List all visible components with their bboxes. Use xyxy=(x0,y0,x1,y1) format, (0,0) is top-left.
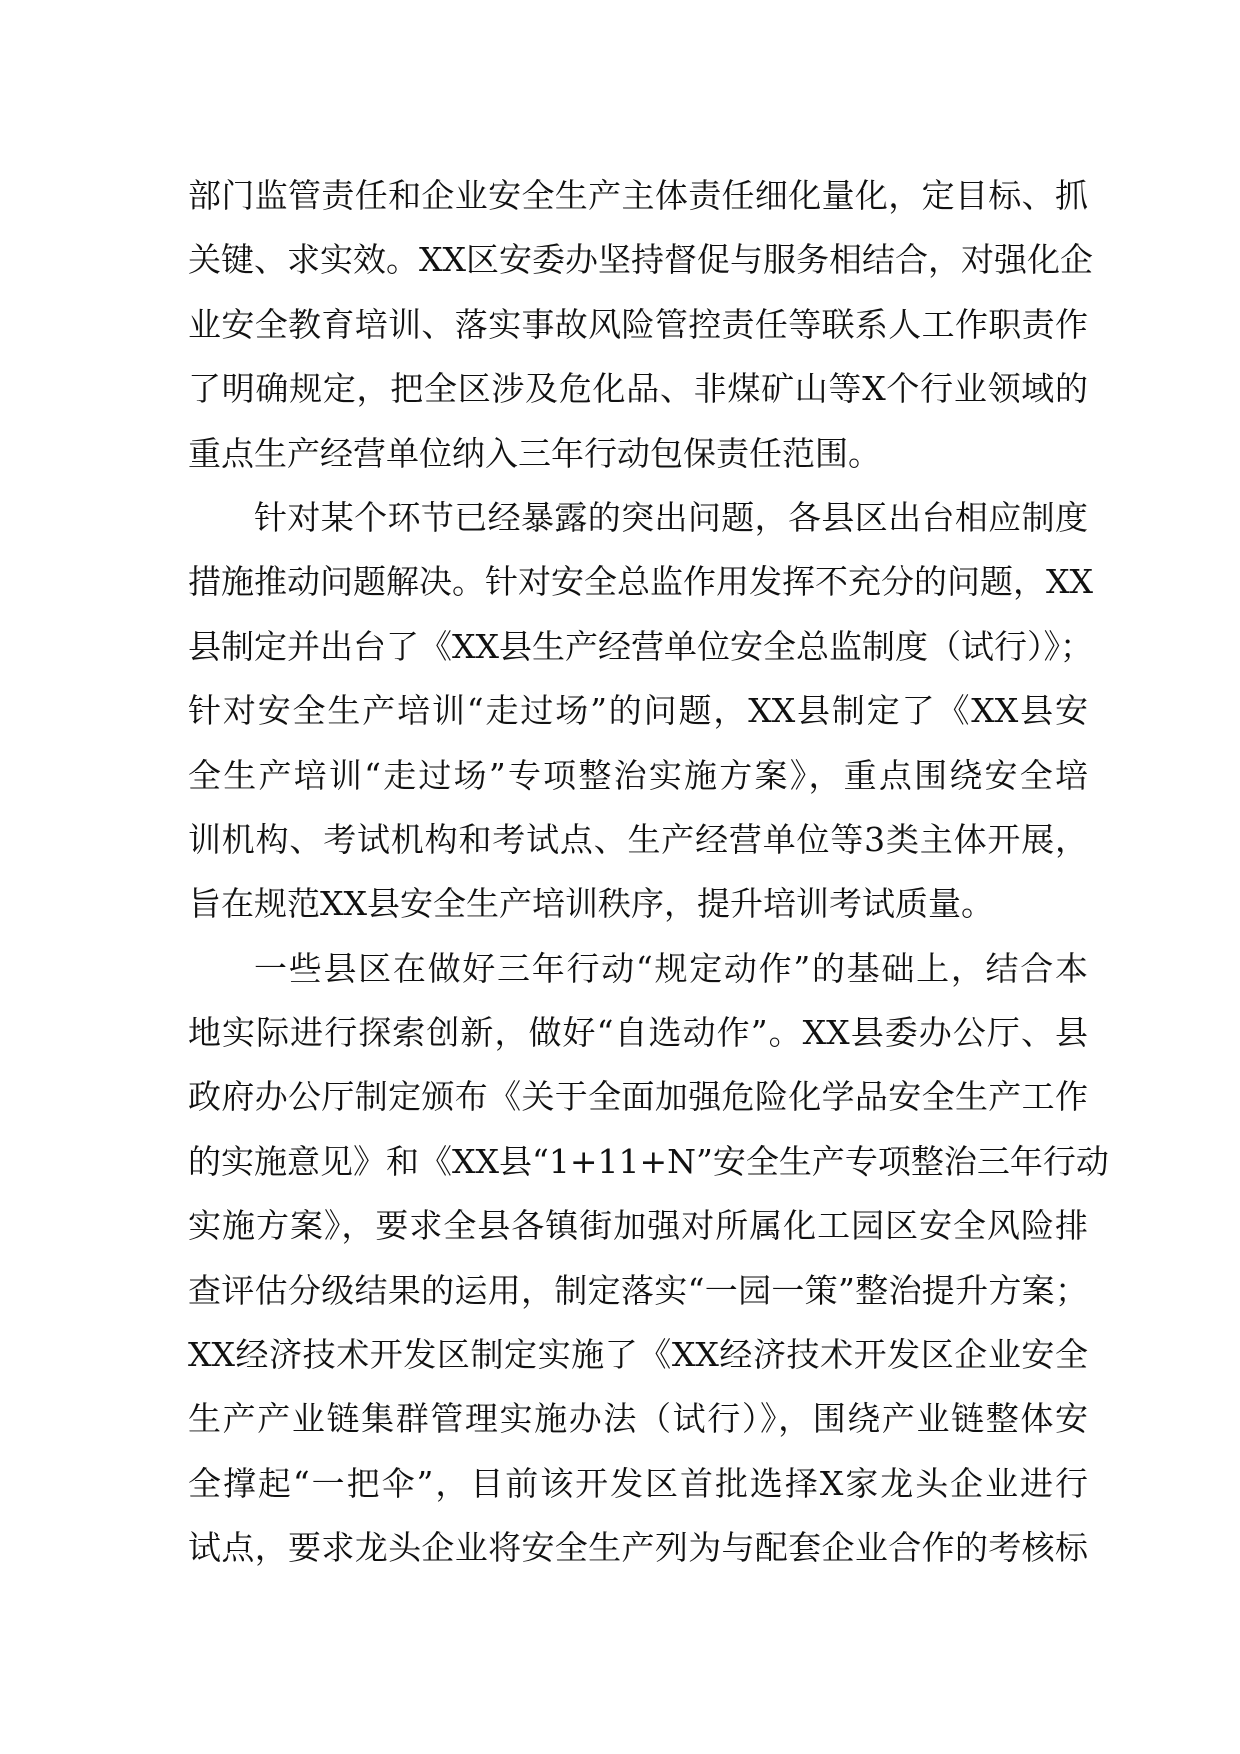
text-line: 地实际进行探索创新，做好“自选动作”。XX县委办公厅、县 xyxy=(188,1013,1088,1053)
text-line: 旨在规范XX县安全生产培训秩序，提升培训考试质量。 xyxy=(188,884,994,924)
text-line: 关键、求实效。XX区安委办坚持督促与服务相结合，对强化企 xyxy=(188,240,1093,280)
text-line: 政府办公厅制定颁布《关于全面加强危险化学品安全生产工作 xyxy=(188,1077,1088,1117)
text-line: 生产产业链集群管理实施办法（试行）》，围绕产业链整体安 xyxy=(188,1399,1088,1439)
text-line: 的实施意见》和《XX县“1+11+N”安全生产专项整治三年行动 xyxy=(188,1141,1109,1181)
text-line: 县制定并出台了《XX县生产经营单位安全总监制度（试行）》； xyxy=(188,626,1093,666)
text-line: 针对某个环节已经暴露的突出问题，各县区出台相应制度 xyxy=(254,497,1088,537)
text-line: 部门监管责任和企业安全生产主体责任细化量化，定目标、抓 xyxy=(188,176,1088,215)
text-line: 业安全教育培训、落实事故风险管控责任等联系人工作职责作 xyxy=(188,304,1088,344)
text-line: XX经济技术开发区制定实施了《XX经济技术开发区企业安全 xyxy=(188,1335,1088,1375)
text-line: 查评估分级结果的运用，制定落实“一园一策”整治提升方案； xyxy=(188,1270,1088,1310)
text-line: 全撑起“一把伞”，目前该开发区首批选择X家龙头企业进行 xyxy=(188,1463,1088,1503)
text-line: 训机构、考试机构和考试点、生产经营单位等3类主体开展， xyxy=(188,819,1088,859)
text-line: 措施推动问题解决。针对安全总监作用发挥不充分的问题，XX xyxy=(188,562,1093,602)
text-line: 重点生产经营单位纳入三年行动包保责任范围。 xyxy=(188,433,881,473)
text-line: 试点，要求龙头企业将安全生产列为与配套企业合作的考核标 xyxy=(188,1528,1088,1568)
text-line: 了明确规定，把全区涉及危化品、非煤矿山等X个行业领域的 xyxy=(188,369,1088,409)
text-line: 全生产培训“走过场”专项整治实施方案》，重点围绕安全培 xyxy=(188,755,1088,795)
text-line: 实施方案》，要求全县各镇街加强对所属化工园区安全风险排 xyxy=(188,1206,1088,1246)
body-text xyxy=(188,164,1109,1581)
text-line: 一些县区在做好三年行动“规定动作”的基础上，结合本 xyxy=(254,948,1088,988)
text-line: 针对安全生产培训“走过场”的问题，XX县制定了《XX县安 xyxy=(188,691,1088,731)
